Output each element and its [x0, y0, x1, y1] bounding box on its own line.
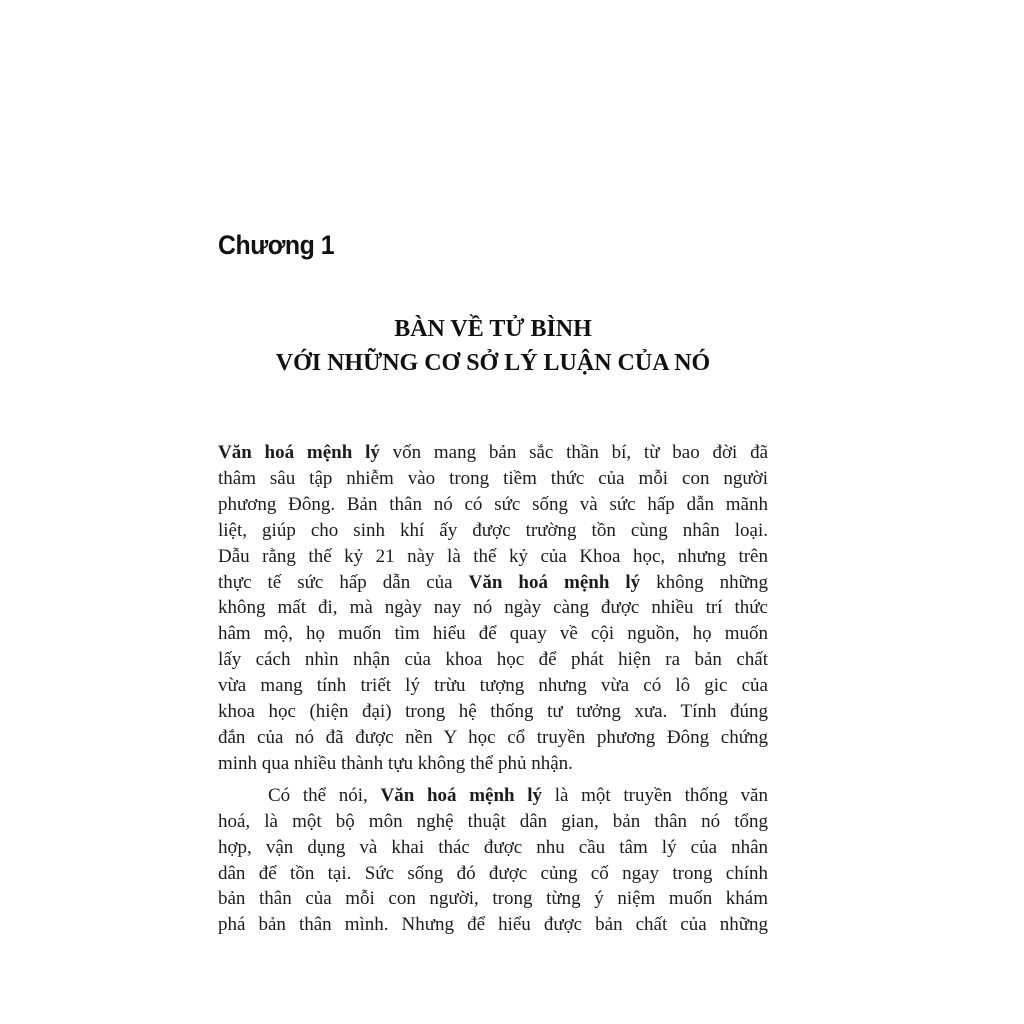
paragraph-2: [218, 783, 768, 938]
text-line: hợp, vận dụng và khai thác được nhu cầu tâm lý của nhân: [218, 836, 768, 858]
emphasis-term: Văn hoá mệnh lý: [218, 442, 380, 463]
text-line: phá bản thân mình. Nhưng để hiểu được bản chất của những: [218, 914, 768, 936]
text-line: Dẫu rằng thế kỷ 21 này là thế kỷ của Khoa học, nhưng trên: [218, 545, 768, 567]
text-line: [218, 440, 768, 466]
text-line: phương Đông. Bản thân nó có sức sống và sức hấp dẫn mãnh: [218, 493, 768, 515]
text-line: [218, 570, 768, 596]
paragraph-1: [218, 440, 768, 777]
text-line: không mất đi, mà ngày nay nó ngày càng được nhiều trí thức: [218, 597, 768, 619]
text-segment: Có thể nói,: [268, 784, 381, 806]
chapter-title-line-2: VỚI NHỮNG CƠ SỞ LÝ LUẬN CỦA NÓ: [275, 350, 711, 376]
emphasis-term: Văn hoá mệnh lý: [468, 571, 641, 593]
text-line: khoa học (hiện đại) trong hệ thống tư tưởng xưa. Tính đúng: [218, 701, 768, 723]
text-line: hâm mộ, họ muốn tìm hiểu để quay về cội nguồn, họ muốn: [218, 623, 768, 645]
text-line: thâm sâu tập nhiễm vào trong tiềm thức của mỗi con người: [218, 467, 768, 489]
body-text: [218, 440, 768, 938]
text-line: minh qua nhiều thành tựu không thể phủ nhận.: [218, 752, 573, 774]
text-segment: thực tế sức hấp dẫn của: [218, 571, 469, 593]
text-line: bản thân của mỗi con người, trong từng ý niệm muốn khám: [218, 888, 768, 910]
chapter-label: Chương 1: [218, 230, 335, 260]
text-line: [218, 783, 768, 809]
text-line: liệt, giúp cho sinh khí ấy được trường tồn cùng nhân loại.: [218, 519, 768, 541]
text-line: dân để tồn tại. Sức sống đó được củng cố ngay trong chính: [218, 862, 768, 884]
text-line: đắn của nó đã được nền Y học cổ truyền phương Đông chứng: [218, 726, 768, 748]
emphasis-term: Văn hoá mệnh lý: [380, 784, 543, 806]
text-line: vừa mang tính triết lý trừu tượng nhưng vừa có lô gic của: [218, 675, 768, 697]
text-line: lấy cách nhìn nhận của khoa học để phát hiện ra bản chất: [218, 649, 768, 671]
text-line: hoá, là một bộ môn nghệ thuật dân gian, bản thân nó tổng: [218, 810, 768, 832]
chapter-title-line-1: BÀN VỀ TỬ BÌNH: [394, 316, 592, 342]
text-segment: không những: [640, 571, 768, 593]
text-segment: là một truyền thống văn: [542, 784, 768, 806]
text-segment: vốn mang bản sắc thần bí, từ bao đời đã: [379, 442, 769, 463]
